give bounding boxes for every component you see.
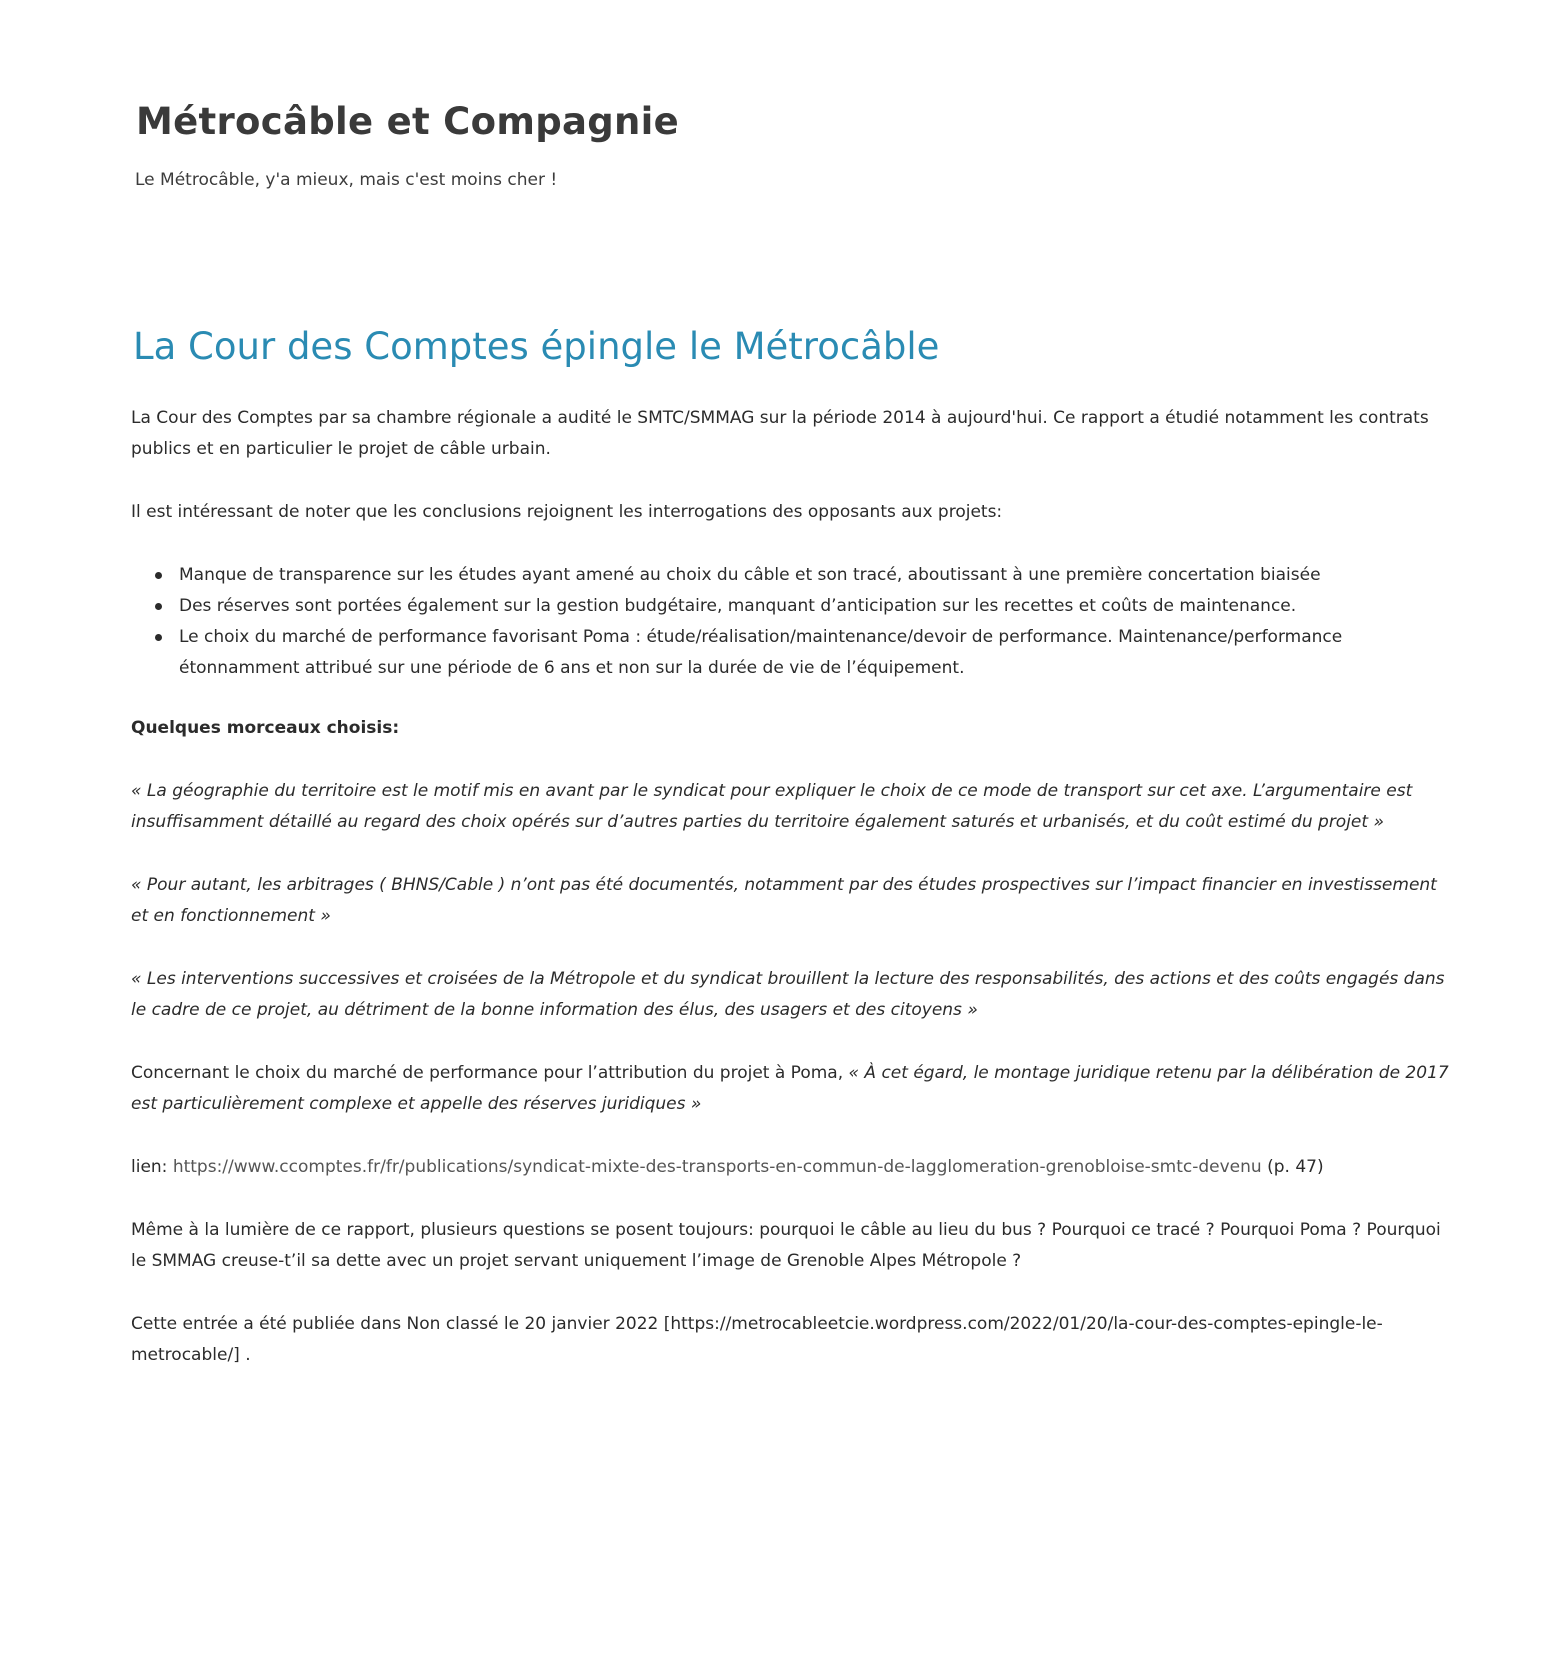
entry-meta: Cette entrée a été publiée dans Non classé le 20 janvier 2022 [https://metrocableetcie.wordpress.com/2022/01/20/la-cour-des-comptes-epingle-le-metrocable/] . <box>131 1314 1383 1365</box>
bullet-icon <box>155 603 162 610</box>
post-content <box>131 322 1451 1403</box>
bullet-icon <box>155 572 162 579</box>
quote-paragraph: « La géographie du territoire est le motif mis en avant par le syndicat pour expliquer le choix de ce mode de transport sur cet axe. L’argumentaire est insuffisamment détaillé au regard des choix opérés sur d’autres parties du territoire également saturés et urbanisés, et du coût estimé du projet » <box>131 781 1413 832</box>
bullet-icon <box>155 634 162 641</box>
list-item-text: Des réserves sont portées également sur la gestion budgétaire, manquant d’anticipation sur les recettes et coûts de maintenance. <box>179 596 1297 616</box>
choice-quote: « À cet égard, le montage juridique retenu par la délibération de 2017 est particulièrement complexe et appelle des réserves juridiques » <box>131 1063 1449 1114</box>
list-item <box>179 560 1451 591</box>
quote-paragraph: « Pour autant, les arbitrages ( BHNS/Cable ) n’ont pas été documentés, notamment par des études prospectives sur l’impact financier en investissement et en fonctionnement » <box>131 875 1437 926</box>
choice-paragraph <box>131 1058 1451 1120</box>
quote-paragraph: « Les interventions successives et croisées de la Métropole et du syndicat brouillent la lecture des responsabilités, des actions et des coûts engagés dans le cadre de ce projet, au détriment de la bonne information des élus, des usagers et des citoyens » <box>131 969 1445 1020</box>
post-lead-paragraph: Il est intéressant de noter que les conclusions rejoignent les interrogations des opposants aux projets: <box>131 502 1003 522</box>
site-title[interactable]: Métrocâble et Compagnie <box>136 100 680 143</box>
list-item <box>179 591 1451 622</box>
list-item <box>179 622 1451 684</box>
closing-paragraph: Même à la lumière de ce rapport, plusieurs questions se posent toujours: pourquoi le câble au lieu du bus ? Pourquoi ce tracé ? Pourquoi Poma ? Pourquoi le SMMAG creuse-t’il sa dette avec un projet servant uniquement l’image de Grenoble Alpes Métropole ? <box>131 1220 1441 1271</box>
link-label: lien: <box>131 1157 173 1177</box>
site-tagline: Le Métrocâble, y'a mieux, mais c'est moins cher ! <box>135 170 558 190</box>
post-intro-paragraph: La Cour des Comptes par sa chambre régionale a audité le SMTC/SMMAG sur la période 2014 à aujourd'hui. Ce rapport a étudié notamment les contrats publics et en particulier le projet de câble urbain. <box>131 408 1429 459</box>
source-link[interactable]: https://www.ccomptes.fr/fr/publications/syndicat-mixte-des-transports-en-commun-de-lagglomeration-grenobloise-smtc-devenu <box>172 1157 1262 1177</box>
list-item-text: Manque de transparence sur les études ayant amené au choix du câble et son tracé, aboutissant à une première concertation biaisée <box>179 565 1321 585</box>
source-link-paragraph <box>131 1152 1451 1183</box>
choice-text: Concernant le choix du marché de performance pour l’attribution du projet à Poma, <box>131 1063 849 1083</box>
link-page-ref: (p. 47) <box>1261 1157 1324 1177</box>
section-subheading: Quelques morceaux choisis: <box>131 718 400 738</box>
post-title[interactable]: La Cour des Comptes épingle le Métrocâble <box>133 325 940 368</box>
findings-list <box>131 560 1451 684</box>
list-item-text: Le choix du marché de performance favorisant Poma : étude/réalisation/maintenance/devoir de performance. Maintenance/performance étonnamment attribué sur une période de 6 ans et non sur la durée de vie de l’équipement. <box>179 627 1343 678</box>
